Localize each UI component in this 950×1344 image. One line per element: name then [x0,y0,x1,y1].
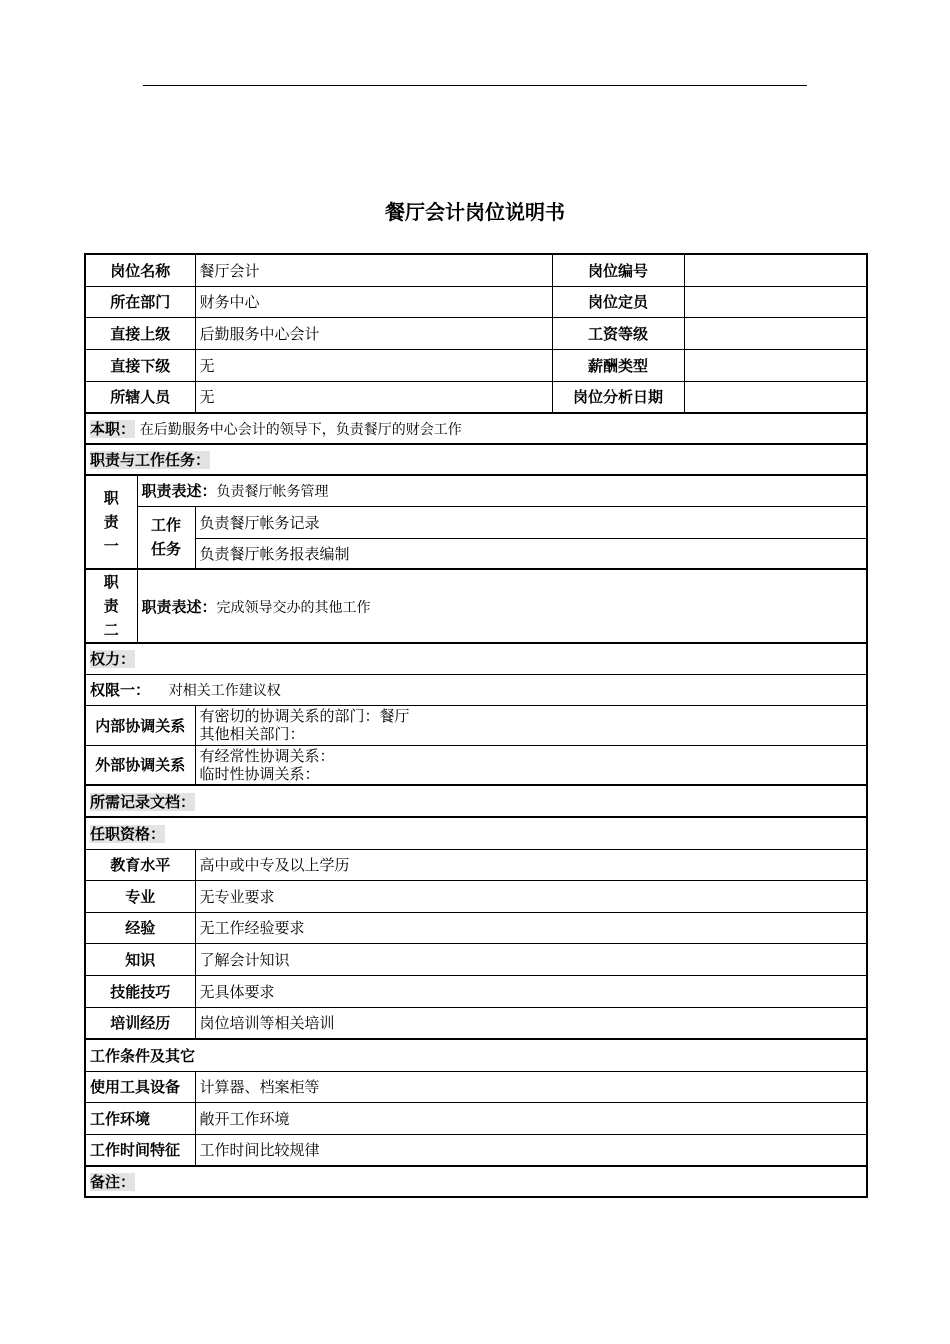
basic-label-2: 薪酬类型 [552,349,684,381]
condition-value: 工作时间比较规律 [195,1134,867,1166]
condition-label: 工作环境 [85,1102,195,1134]
basic-value: 财务中心 [195,286,552,317]
basic-value-2 [684,254,867,286]
qualification-value: 了解会计知识 [195,943,867,975]
external-relation-row [85,745,867,785]
basic-label: 岗位名称 [85,254,195,286]
qualification-label: 培训经历 [85,1007,195,1039]
basic-label: 所辖人员 [85,381,195,413]
authority-header: 权力： [90,650,136,669]
main-duty-row [85,413,867,444]
document-title: 餐厅会计岗位说明书 [385,200,565,224]
basic-value-2 [684,381,867,413]
duty1-task: 负责餐厅帐务记录 [195,506,867,538]
qualification-label: 专业 [85,880,195,912]
authority-limit-text: 对相关工作建议权 [168,683,281,699]
internal-relation-row [85,705,867,745]
basic-label-2: 岗位编号 [552,254,684,286]
external-relation-line: 有经常性协调关系： [199,746,335,765]
qualification-label: 经验 [85,912,195,943]
qualification-label: 知识 [85,943,195,975]
basic-value-2 [684,286,867,317]
basic-value: 后勤服务中心会计 [195,317,552,349]
condition-value: 计算器、档案柜等 [195,1071,867,1102]
condition-row [85,1102,867,1134]
qualification-row [85,912,867,943]
basic-value-2 [684,349,867,381]
qualifications-header: 任职资格： [90,824,166,843]
duty1-task-label: 工作 任务 [137,506,195,569]
basic-value: 无 [195,381,552,413]
basic-label-2: 岗位分析日期 [552,381,684,413]
job-description-table [84,253,868,1198]
duty2-desc-label: 职责表述： [141,597,217,616]
basic-label: 直接上级 [85,317,195,349]
condition-row [85,1071,867,1102]
basic-row [85,349,867,381]
main-duty-label: 本职： [90,420,136,438]
basic-value-2 [684,317,867,349]
condition-value: 敞开工作环境 [195,1102,867,1134]
conditions-header-row [85,1039,867,1071]
basic-row [85,317,867,349]
duties-header-row [85,444,867,475]
qualifications-header-row [85,817,867,849]
qualification-label: 技能技巧 [85,975,195,1007]
qualification-value: 无专业要求 [195,880,867,912]
qualification-label: 教育水平 [85,849,195,880]
duties-header: 职责与工作任务： [90,451,211,469]
qualification-row [85,975,867,1007]
qualification-value: 无具体要求 [195,975,867,1007]
internal-relation-line: 有密切的协调关系的部门：餐厅 [199,707,410,725]
basic-row [85,254,867,286]
duty2-label: 职 责 二 [85,569,137,643]
qualification-row [85,849,867,880]
qualification-row [85,943,867,975]
condition-row [85,1134,867,1166]
duty1-desc: 负责餐厅帐务管理 [216,484,329,501]
remarks-header: 备注： [90,1173,136,1191]
qualification-value: 岗位培训等相关培训 [195,1007,867,1039]
basic-row [85,381,867,413]
remarks-row [85,1166,867,1197]
duty1-task-row [85,538,867,569]
duty1-desc-row [85,475,867,506]
external-relation-line: 临时性协调关系： [199,764,320,783]
internal-relation-line: 其他相关部门： [199,725,305,743]
records-row [85,785,867,817]
duty2-desc: 完成领导交办的其他工作 [216,599,371,616]
authority-header-row [85,643,867,674]
basic-value: 无 [195,349,552,381]
external-relation-label: 外部协调关系 [85,745,195,785]
basic-label: 所在部门 [85,286,195,317]
duty1-task-row [85,506,867,538]
duty1-desc-label: 职责表述： [141,482,217,501]
authority-row [85,674,867,705]
basic-label-2: 岗位定员 [552,286,684,317]
conditions-header: 工作条件及其它 [90,1046,196,1065]
condition-label: 使用工具设备 [85,1071,195,1102]
authority-limit-label: 权限一： [90,681,151,699]
basic-value: 餐厅会计 [195,254,552,286]
basic-label: 直接下级 [85,349,195,381]
duty1-task: 负责餐厅帐务报表编制 [195,538,867,569]
duty1-label: 职 责 一 [85,475,137,569]
records-header: 所需记录文档： [90,792,196,811]
header-rule [143,85,807,86]
qualification-value: 高中或中专及以上学历 [195,849,867,880]
duty2-row [85,569,867,643]
basic-row [85,286,867,317]
qualification-row [85,1007,867,1039]
qualification-value: 无工作经验要求 [195,912,867,943]
qualification-row [85,880,867,912]
condition-label: 工作时间特征 [85,1134,195,1166]
main-duty-text: 在后勤服务中心会计的领导下，负责餐厅的财会工作 [139,422,462,438]
basic-label-2: 工资等级 [552,317,684,349]
internal-relation-label: 内部协调关系 [85,705,195,745]
